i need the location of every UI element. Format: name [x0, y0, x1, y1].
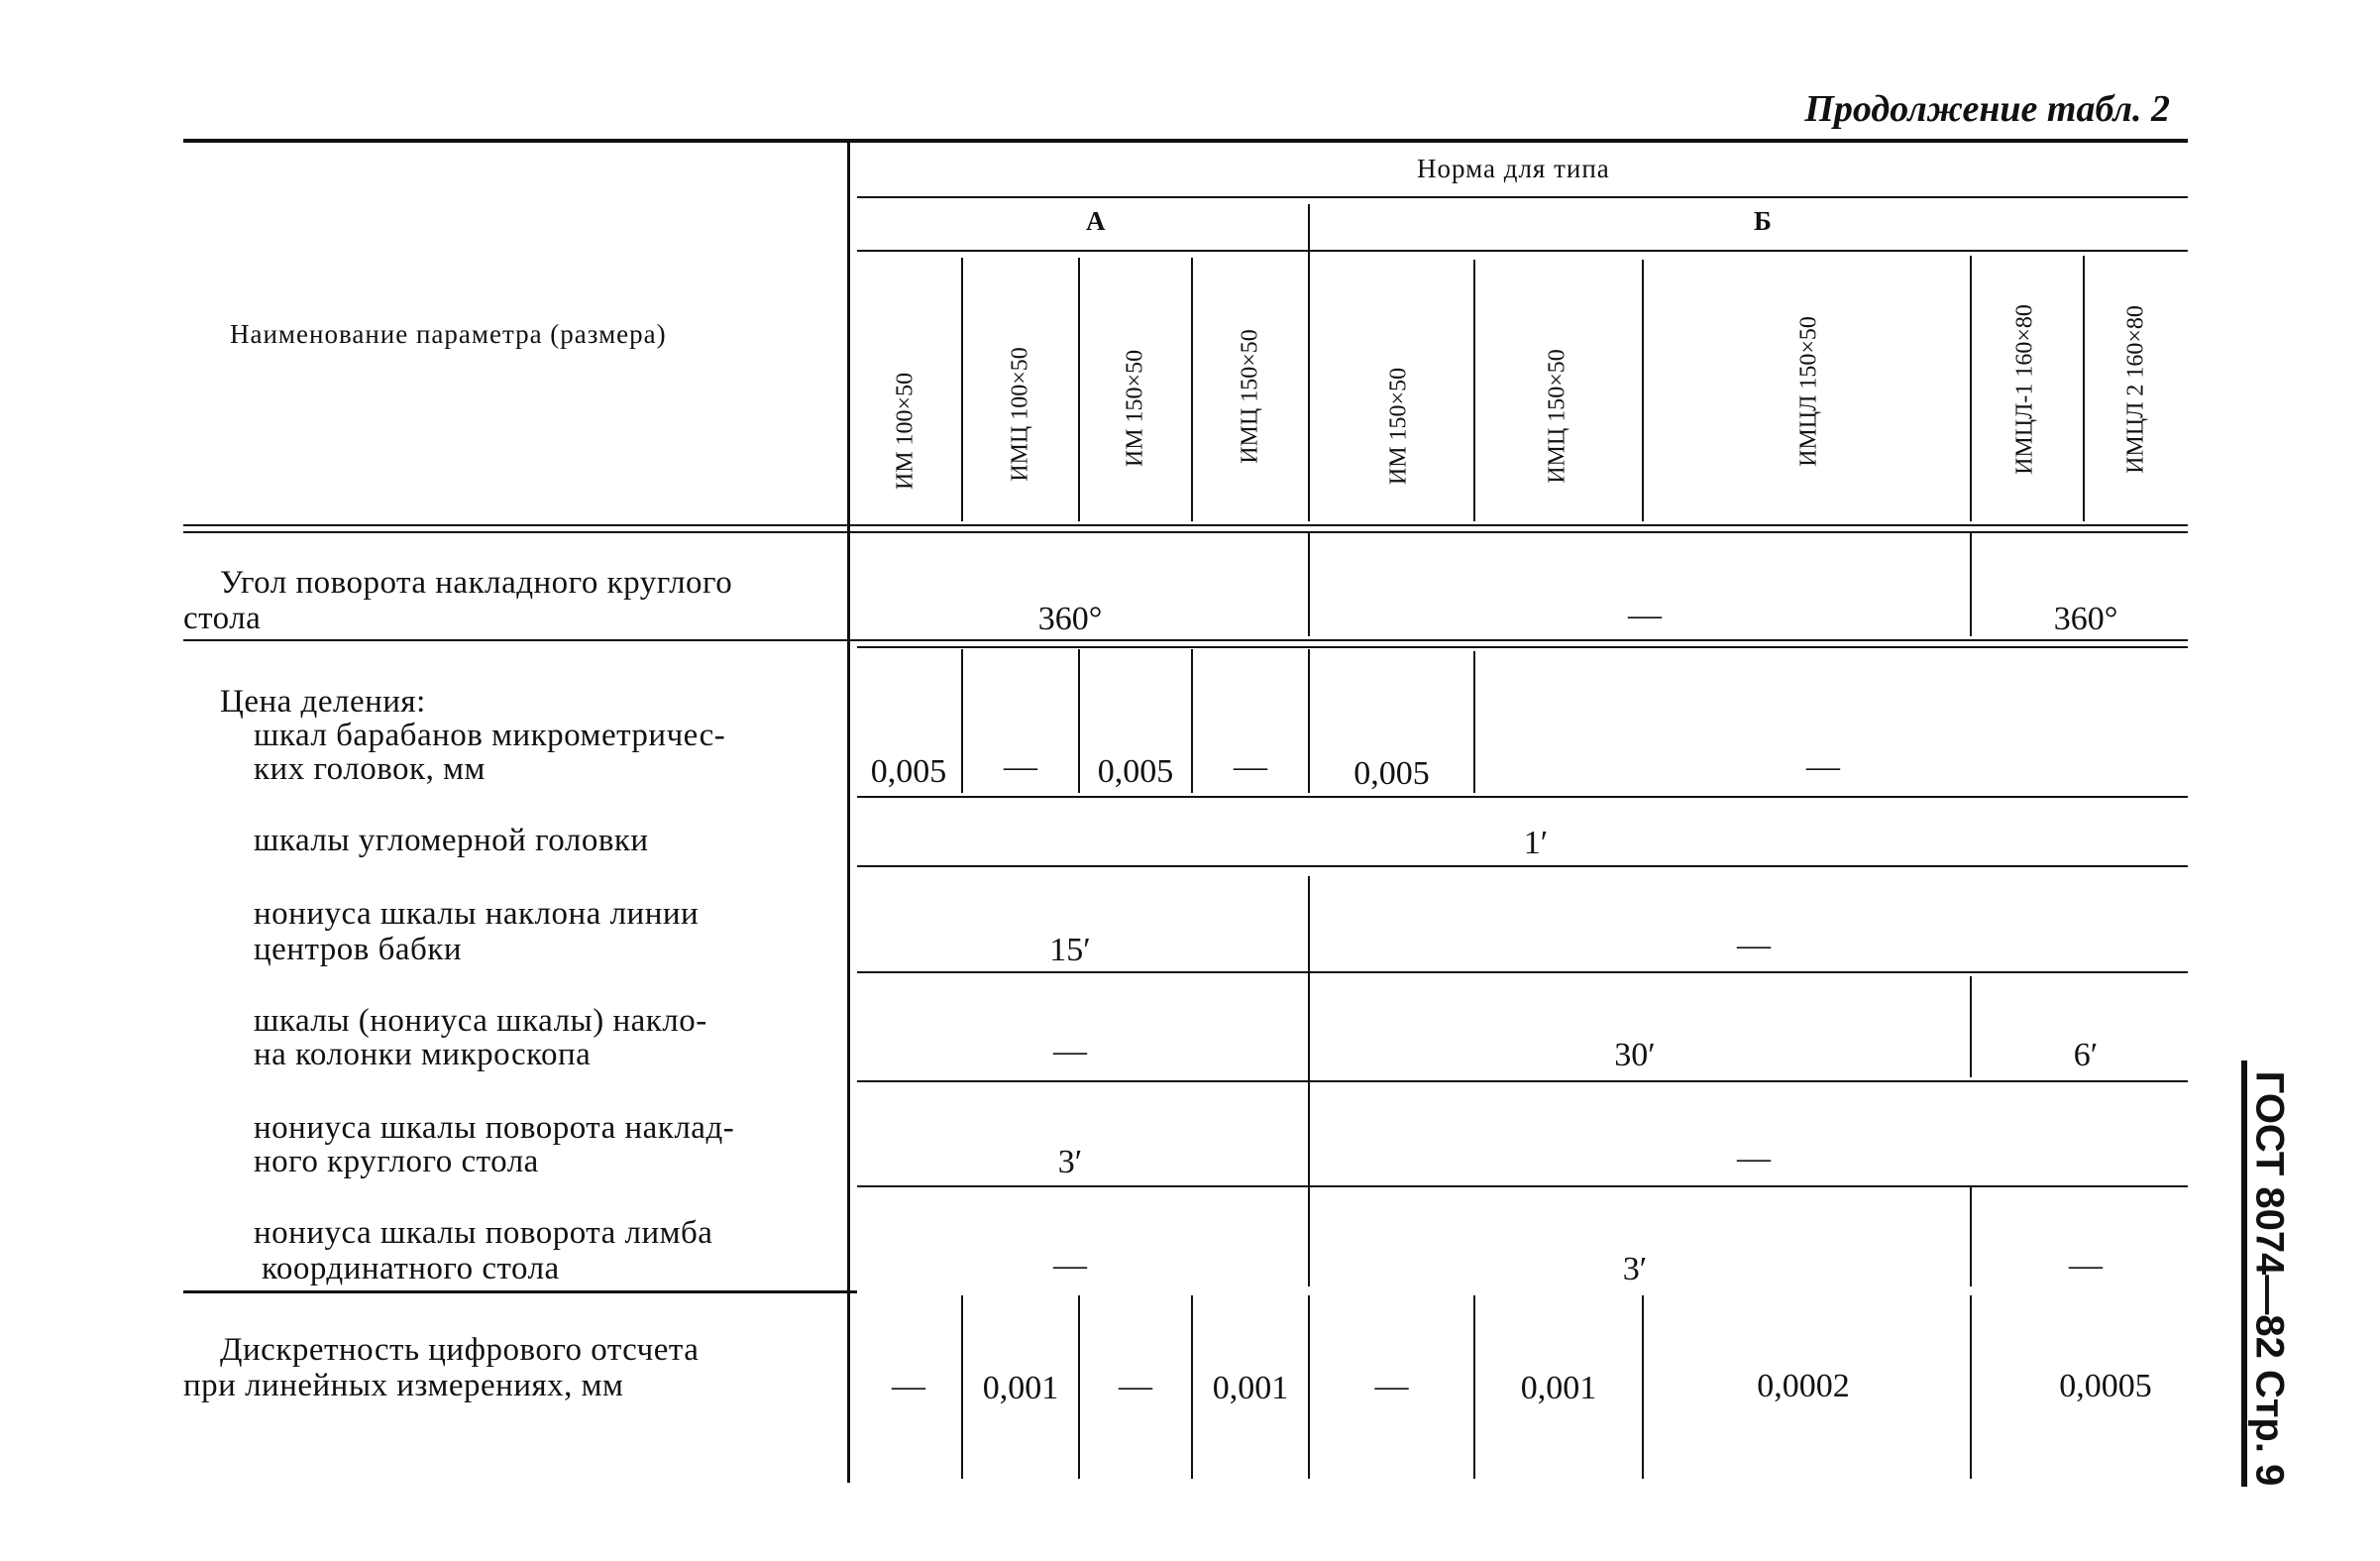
value-cell: 0,001 [982, 1370, 1059, 1406]
value-cell: — [2069, 1247, 2103, 1283]
row-label: Дискретность цифрового отсчета [220, 1332, 700, 1368]
col-divider-header [1191, 258, 1193, 521]
value-cell: 30′ [1614, 1037, 1656, 1073]
col-divider-header [961, 258, 963, 521]
value-cell: 360° [2053, 601, 2118, 637]
value-cell: — [1737, 927, 1771, 963]
value-cell: 1′ [1523, 825, 1549, 861]
column-header: ИМЦ 150×50 [1237, 329, 1263, 464]
value-cell: 360° [1037, 601, 1103, 637]
value-cell: 0,005 [1353, 755, 1430, 792]
param-header: Наименование параметра (размера) [230, 319, 667, 349]
row-label: на колонки микроскопа [254, 1037, 592, 1072]
divider-column-tilt-c [1970, 976, 1972, 1077]
column-header: ИМЦЛ 2 160×80 [2122, 305, 2149, 474]
row-label: нониуса шкалы наклона линии [254, 896, 700, 932]
divider-group-angle [1308, 533, 1310, 636]
value-cell: — [1119, 1368, 1152, 1404]
value-cell: 6′ [2073, 1037, 2099, 1073]
page-side-label: ГОСТ 8074—82 Стр. 9 [2247, 1070, 2292, 1487]
col-divider-header [1473, 260, 1475, 521]
rule-column-tilt [857, 1080, 2188, 1082]
col-divider-header [1642, 260, 1644, 521]
column-header: ИМЦЛ 150×50 [1795, 316, 1822, 467]
row-label: центров бабки [254, 932, 463, 967]
col-divider-header [1970, 256, 1972, 521]
group-a-header: А [1086, 206, 1106, 236]
divider-group [1308, 204, 1310, 521]
divider-round-table [1308, 1082, 1310, 1185]
row-label: координатного стола [262, 1251, 560, 1286]
value-cell: — [1053, 1033, 1087, 1069]
divider-limb [1308, 1187, 1310, 1286]
col-divider-discreteness [1642, 1295, 1644, 1479]
rule-angle-2 [857, 646, 2188, 648]
value-cell: — [1628, 597, 1662, 633]
rule-goniometer [857, 865, 2188, 867]
rule-limb [183, 1290, 857, 1293]
column-header: ИМ 150×50 [1385, 367, 1412, 486]
col-divider-discreteness [1970, 1295, 1972, 1479]
rule-top [183, 139, 2188, 143]
value-cell: — [1053, 1247, 1087, 1283]
col-divider-drums [1473, 651, 1475, 793]
rule-drums [857, 796, 2188, 798]
divider-column-tilt [1308, 973, 1310, 1080]
divider-main [847, 143, 850, 1483]
value-cell: — [892, 1368, 925, 1404]
divider-angle-c [1970, 533, 1972, 636]
divider-vernier-tilt [1308, 876, 1310, 973]
continuation-header: Продолжение табл. 2 [1804, 88, 2170, 130]
rule-vernier-tilt [857, 971, 2188, 973]
row-label: шкалы угломерной головки [254, 823, 649, 858]
group-b-header: Б [1754, 206, 1772, 236]
value-cell: — [1806, 748, 1840, 785]
value-cell: 15′ [1049, 932, 1091, 968]
rule-norm [857, 196, 2188, 198]
column-header: ИМ 100×50 [892, 372, 919, 491]
rule-round-table [857, 1185, 2188, 1187]
row-label: шкал барабанов микрометричес- [254, 718, 726, 753]
row-label: нониуса шкалы поворота лимба [254, 1215, 713, 1251]
value-cell: 3′ [1057, 1144, 1083, 1180]
value-cell: 0,0002 [1757, 1368, 1850, 1404]
column-header: ИМЦЛ-1 160×80 [2011, 304, 2038, 475]
value-cell: 0,005 [1097, 753, 1174, 790]
value-cell: 0,001 [1212, 1370, 1289, 1406]
row-label: шкалы (нониуса шкалы) накло- [254, 1003, 707, 1039]
value-cell: 0,005 [870, 753, 947, 790]
col-divider-header [2083, 256, 2085, 521]
section-title: Цена деления: [220, 684, 426, 720]
value-cell: 0,001 [1520, 1370, 1597, 1406]
col-divider-header [1078, 258, 1080, 521]
row-label: ких головок, мм [254, 751, 486, 787]
column-header: ИМЦ 150×50 [1544, 349, 1570, 484]
row-label: нониуса шкалы поворота наклад- [254, 1110, 735, 1146]
column-header: ИМ 150×50 [1122, 349, 1148, 468]
rule-header-2 [183, 531, 2188, 533]
row-label: Угол поворота накладного круглого [220, 565, 733, 601]
rule-angle-1 [183, 639, 2188, 641]
value-cell: — [1004, 748, 1037, 785]
value-cell: 3′ [1622, 1251, 1648, 1287]
value-cell: — [1737, 1140, 1771, 1176]
column-header: ИМЦ 100×50 [1007, 347, 1033, 482]
row-label: стола [183, 601, 262, 636]
divider-limb-c [1970, 1187, 1972, 1286]
row-label: ного круглого стола [254, 1144, 539, 1179]
value-cell: — [1374, 1368, 1409, 1404]
value-cell: — [1234, 748, 1267, 785]
value-cell: 0,0005 [2059, 1368, 2152, 1404]
rule-groups [857, 250, 2188, 252]
rule-header-1 [183, 524, 2188, 526]
norm-header: Норма для типа [1417, 154, 1610, 183]
row-label: при линейных измерениях, мм [183, 1368, 624, 1403]
